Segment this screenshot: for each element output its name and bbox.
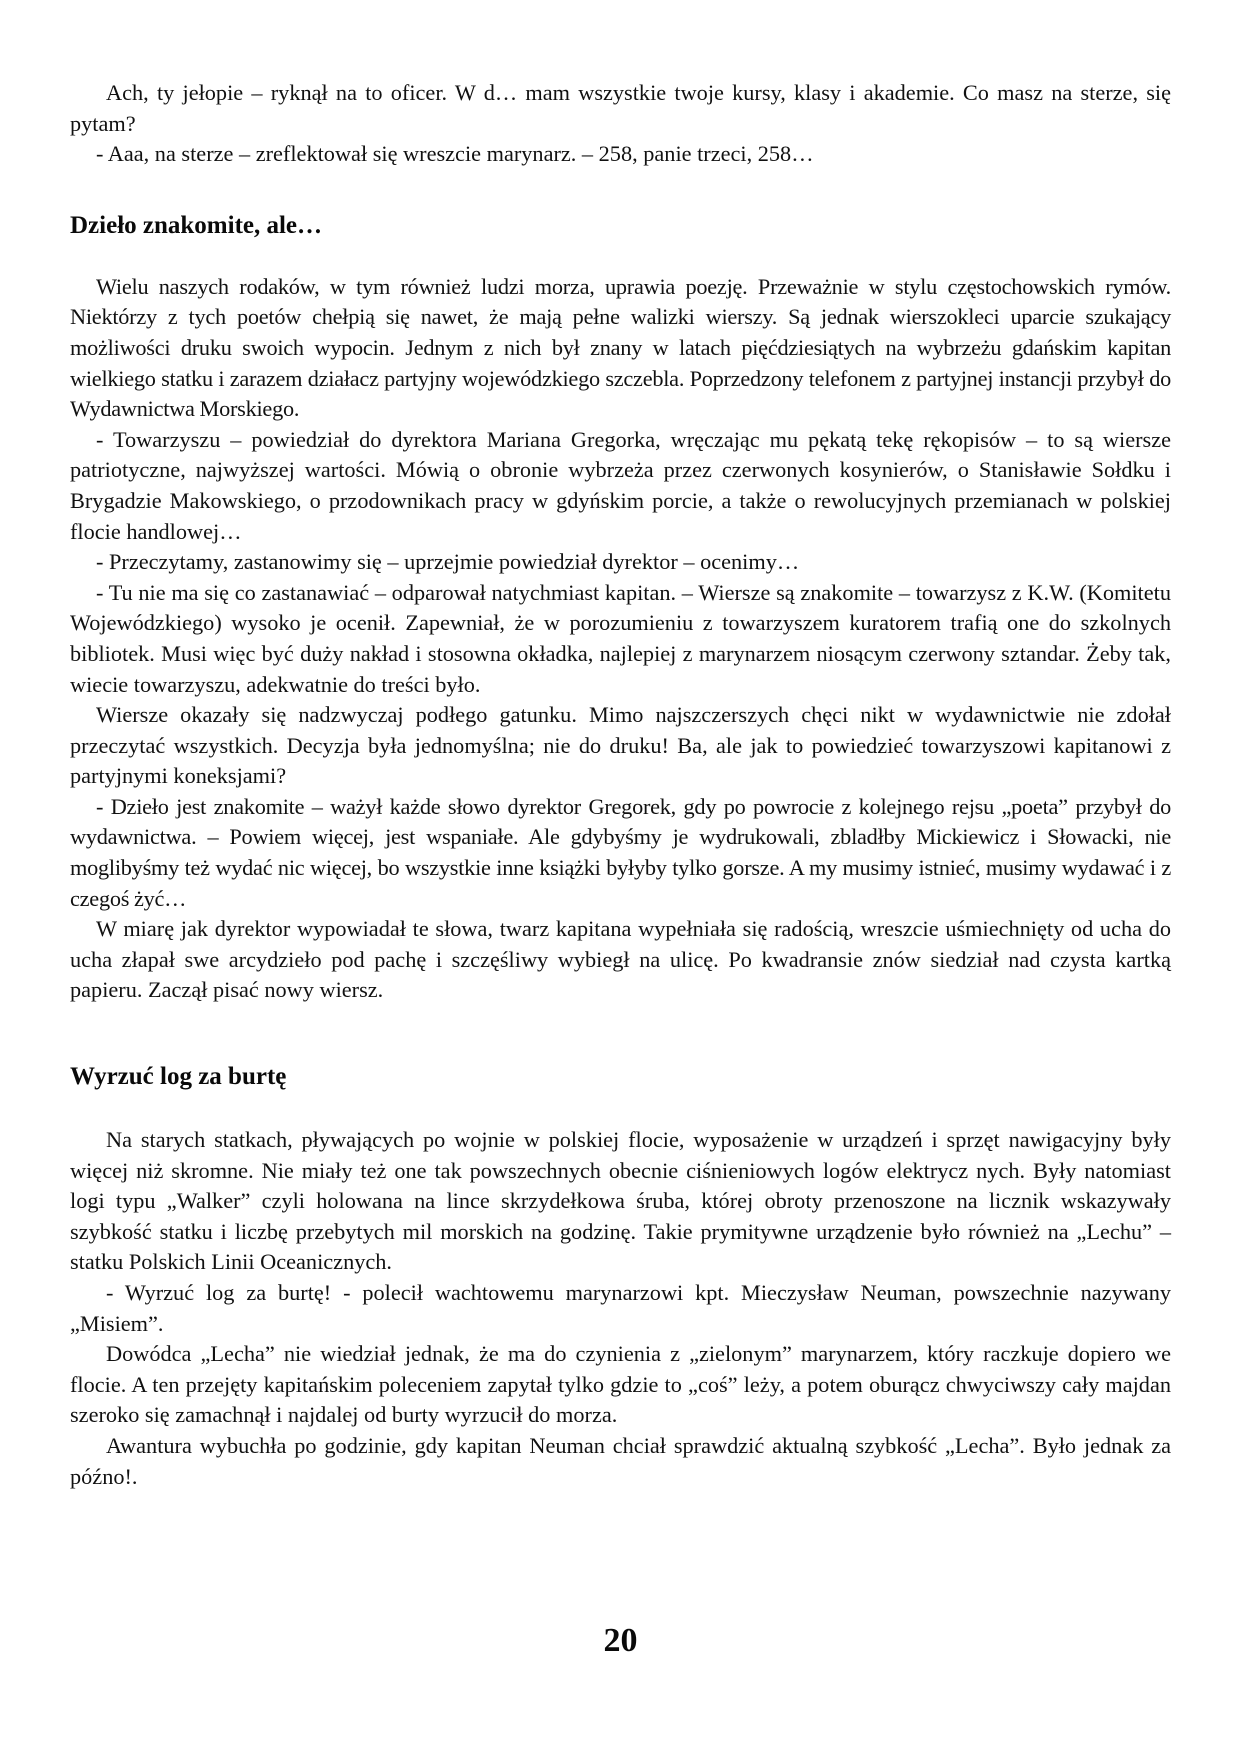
paragraph: - Wyrzuć log za burtę! - polecił wachtowemu marynarzowi kpt. Mieczysław Neuman, powszechnie nazywany „Misiem”.: [70, 1280, 1171, 1336]
paragraph: Wiersze okazały się nadzwyczaj podłego gatunku. Mimo najszczerszych chęci nikt w wydawnictwie nie zdołał przeczytać wszystkich. Decyzja była jednomyślna; nie do druku! Ba, ale jak to powiedzieć towarzyszowi kapitanowi z partyjnymi koneksjami?: [70, 702, 1171, 789]
paragraph: - Dzieło jest znakomite – ważył każde słowo dyrektor Gregorek, gdy po powrocie z kolejnego rejsu „poeta” przybył do wydawnictwa. – Powiem więcej, jest wspaniałe. Ale gdybyśmy je wydrukowali, zbladłby Mickiewicz i Słowacki, nie moglibyśmy też wydać nic więcej, bo wszystkie inne książki byłyby tylko gorsze. A my musimy istnieć, musimy wydawać i z czegoś żyć…: [70, 793, 1171, 911]
paragraph: W miarę jak dyrektor wypowiadał te słowa, twarz kapitana wypełniała się radością, wreszcie uśmiechnięty od ucha do ucha złapał swe arcydzieło pod pachę i szczęśliwy wybiegł na ulicę. Po kwadransie znów siedział nad czysta kartką papieru. Zaczął pisać nowy wiersz.: [70, 916, 1171, 1003]
paragraph: Ach, ty jełopie – ryknął na to oficer. W d… mam wszystkie twoje kursy, klasy i akademie. Co masz na sterze, się pytam?: [70, 80, 1171, 136]
section-heading: Wyrzuć log za burtę: [70, 1063, 287, 1091]
section-dzielo-znakomite: [70, 210, 1171, 1006]
document-page: [70, 78, 1171, 1492]
paragraph: Na starych statkach, pływających po wojnie w polskiej flocie, wyposażenie w urządzeń i sprzęt nawigacyjny były więcej niż skromne. Nie miały też one tak powszechnych obecnie ciśnieniowych logów elektrycz nych. Były natomiast logi typu „Walker” czyli holowana na lince skrzydełkowa śruba, której obroty przenoszone na licznik wskazywały szybkość statku i liczbę przebytych mil morskich na godzinę. Takie prymitywne urządzenie było również na „Lechu” – statku Polskich Linii Oceanicznych.: [70, 1127, 1171, 1275]
page-number: 20: [603, 1622, 638, 1659]
paragraph: Dowódca „Lecha” nie wiedział jednak, że ma do czynienia z „zielonym” marynarzem, który raczkuje dopiero we flocie. A ten przejęty kapitańskim poleceniem zapytał tylko gdzie to „coś” leży, a potem oburącz chwyciwszy cały majdan szeroko się zamachnął i najdalej od burty wyrzucił do morza.: [70, 1341, 1171, 1428]
intro-block: [70, 78, 1171, 170]
section-wyrzuc-log: [70, 1061, 1171, 1492]
paragraph: Wielu naszych rodaków, w tym również ludzi morza, uprawia poezję. Przeważnie w stylu częstochowskich rymów. Niektórzy z tych poetów chełpią się nawet, że mają pełne walizki wierszy. Są jednak wierszokleci uparcie szukający możliwości druku swoich wypocin. Jednym z nich był znany w latach pięćdziesiątych na wybrzeżu gdańskim kapitan wielkiego statku i zarazem działacz partyjny wojewódzkiego szczebla. Poprzedzony telefonem z partyjnej instancji przybył do Wydawnictwa Morskiego.: [70, 273, 1171, 422]
section-heading: Dzieło znakomite, ale…: [70, 211, 323, 239]
paragraph: - Towarzyszu – powiedział do dyrektora Mariana Gregorka, wręczając mu pękatą tekę rękopisów – to są wiersze patriotyczne, najwyższej wartości. Mówią o obronie wybrzeża przez czerwonych kosynierów, o Stanisławie Sołdku i Brygadzie Makowskiego, o przodownikach pracy w gdyńskim porcie, a także o rewolucyjnych przemianach w polskiej flocie handlowej…: [70, 426, 1171, 544]
paragraph: - Przeczytamy, zastanowimy się – uprzejmie powiedział dyrektor – ocenimy…: [96, 549, 800, 575]
paragraph: Awantura wybuchła po godzinie, gdy kapitan Neuman chciał sprawdzić aktualną szybkość „Lecha”. Było jednak za późno!.: [70, 1432, 1171, 1489]
paragraph: - Tu nie ma się co zastanawiać – odparował natychmiast kapitan. – Wiersze są znakomite – towarzysz z K.W. (Komitetu Wojewódzkiego) wysoko je ocenił. Zapewniał, że w porozumieniu z towarzyszem kuratorem trafią one do szkolnych bibliotek. Musi więc być duży nakład i stosowna okładka, najlepiej z marynarzem niosącym czerwony sztandar. Żeby tak, wiecie towarzyszu, adekwatnie do treści było.: [70, 579, 1171, 697]
paragraph: - Aaa, na sterze – zreflektował się wreszcie marynarz. – 258, panie trzeci, 258…: [96, 141, 814, 167]
